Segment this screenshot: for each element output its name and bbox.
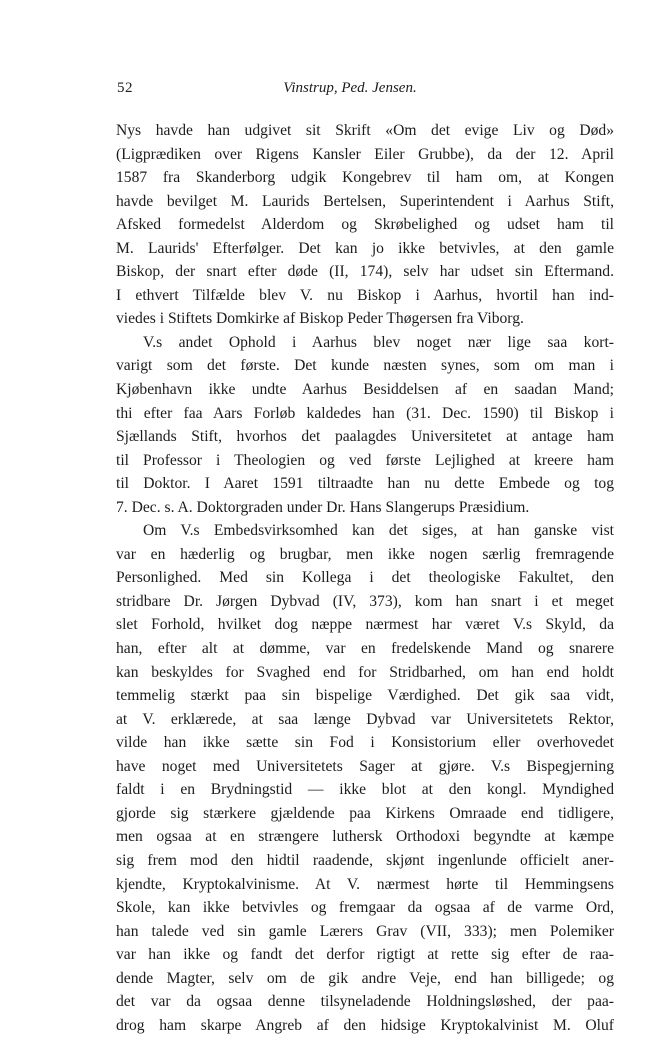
text-line: vilde han ikke sætte sin Fod i Konsistorium eller overhovedet — [116, 734, 614, 752]
text-line: Om V.s Embedsvirksomhed kan det siges, at han ganske vist — [143, 522, 614, 540]
page-number: 52 — [117, 80, 133, 96]
text-line: Skole, kan ikke betvivles og fremgaar da ogsaa af de varme Ord, — [116, 899, 614, 917]
text-line: Nys havde han udgivet sit Skrift «Om det evige Liv og Død» — [116, 122, 614, 139]
text-line: viedes i Stiftets Domkirke af Biskop Peder Thøgersen fra Viborg. — [116, 310, 524, 328]
text-line: drog ham skarpe Angreb af den hidsige Kryptokalvinist M. Oluf — [116, 1016, 614, 1034]
text-line: 7. Dec. s. A. Doktorgraden under Dr. Hans Slangerups Præsidium. — [116, 498, 530, 516]
running-title: Vinstrup, Ped. Jensen. — [283, 80, 417, 96]
text-line: kjendte, Kryptokalvinisme. At V. nærmest hørte til Hemmingsens — [116, 875, 614, 893]
text-line: slet Forhold, hvilket dog næppe nærmest har været V.s Skyld, da — [116, 616, 614, 634]
text-line: var en hæderlig og brugbar, men ikke nogen særlig fremragende — [116, 545, 614, 563]
text-line: M. Laurids' Efterfølger. Det kan jo ikke betvivles, at den gamle — [116, 239, 614, 257]
text-line: han talede ved sin gamle Lærers Grav (VII, 333); men Polemiker — [116, 922, 614, 940]
text-line: (Ligprædiken over Rigens Kansler Eiler Grubbe), da der 12. April — [116, 145, 614, 163]
text-line: V.s andet Ophold i Aarhus blev noget nær lige saa kort- — [143, 333, 614, 351]
text-line: temmelig stærkt paa sin bispelige Værdighed. Det gik saa vidt, — [116, 687, 614, 705]
text-line: Afsked formedelst Alderdom og Skrøbelighed og udset ham til — [116, 216, 614, 234]
text-line: varigt som det første. Det kunde næsten synes, som om man i — [116, 357, 614, 375]
text-line: 1587 fra Skanderborg udgik Kongebrev til ham om, at Kongen — [116, 169, 614, 187]
text-line: til Professor i Theologien og ved første Lejlighed at kreere ham — [116, 451, 614, 469]
text-line: han, efter alt at dømme, var en fredelskende Mand og snarere — [116, 640, 614, 658]
body-text — [116, 119, 614, 1037]
text-line: til Doktor. I Aaret 1591 tiltraadte han nu dette Embede og tog — [116, 475, 614, 493]
text-line: faldt i en Brydningstid — ikke blot at den kongl. Myndighed — [116, 781, 614, 799]
text-line: have noget med Universitetets Sager at gjøre. V.s Bispegjerning — [116, 757, 614, 775]
text-line: sig frem mod den hidtil raadende, skjønt ingenlunde officielt aner- — [116, 851, 614, 869]
text-line: Biskop, der snart efter døde (II, 174), selv har udset sin Eftermand. — [116, 263, 614, 281]
text-line: I ethvert Tilfælde blev V. nu Biskop i Aarhus, hvortil han ind- — [116, 286, 614, 304]
text-line: var han ikke og fandt det derfor rigtigt at rette sig efter de raa- — [116, 946, 614, 964]
text-line: stridbare Dr. Jørgen Dybvad (IV, 373), kom han snart i et meget — [116, 592, 614, 610]
text-line: Personlighed. Med sin Kollega i det theologiske Fakultet, den — [116, 569, 614, 587]
text-line: dende Magter, selv om de gik andre Veje, end han billigede; og — [116, 969, 614, 987]
text-line: Kjøbenhavn ikke undte Aarhus Besiddelsen af en saadan Mand; — [116, 381, 614, 399]
text-line: men ogsaa at en strængere luthersk Orthodoxi begyndte at kæmpe — [116, 828, 614, 846]
text-line: Sjællands Stift, hvorhos det paalagdes Universitetet at antage ham — [116, 428, 614, 446]
text-line: gjorde sig stærkere gjældende paa Kirkens Omraade end tidligere, — [116, 804, 614, 822]
text-line: thi efter faa Aars Forløb kaldedes han (31. Dec. 1590) til Biskop i — [116, 404, 614, 422]
text-line: at V. erklærede, at saa længe Dybvad var Universitetets Rektor, — [116, 710, 614, 728]
text-line: kan beskyldes for Svaghed end for Stridbarhed, om han end holdt — [116, 663, 614, 681]
text-line: havde bevilget M. Laurids Bertelsen, Superintendent i Aarhus Stift, — [116, 192, 614, 210]
text-line: det var da ogsaa denne tilsyneladende Holdningsløshed, der paa- — [116, 993, 614, 1011]
